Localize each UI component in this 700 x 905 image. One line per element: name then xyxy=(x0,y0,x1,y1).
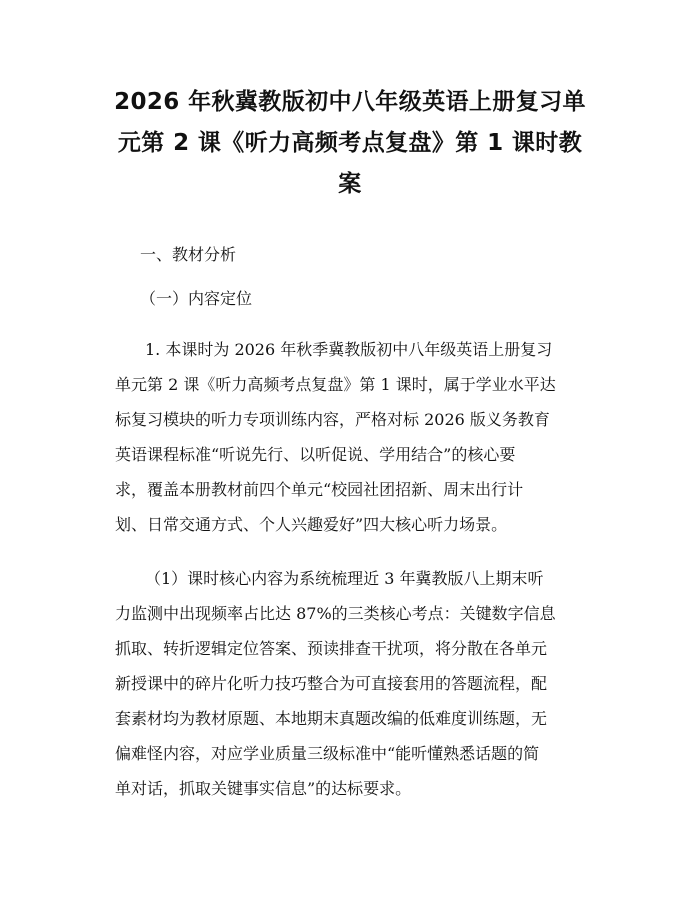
title-line: 2026 年秋冀教版初中八年级英语上册复习单 xyxy=(114,89,586,115)
paragraph-line: 偏难怪内容，对应学业质量三级标准中“能听懂熟悉话题的简 xyxy=(115,744,540,763)
subsection-heading: （一）内容定位 xyxy=(140,289,253,308)
paragraph-1 xyxy=(115,332,610,542)
paragraph-line: 标复习模块的听力专项训练内容，严格对标 2026 版义务教育 xyxy=(115,410,550,429)
paragraph-line: 1. 本课时为 2026 年秋季冀教版初中八年级英语上册复习 xyxy=(145,340,553,359)
paragraph-line: 新授课中的碎片化听力技巧整合为可直接套用的答题流程，配 xyxy=(115,674,548,693)
paragraph-line: （1）课时核心内容为系统梳理近 3 年冀教版八上期末听 xyxy=(145,569,544,588)
paragraph-2 xyxy=(115,561,610,806)
paragraph-line: 划、日常交通方式、个人兴趣爱好”四大核心听力场景。 xyxy=(115,515,508,534)
section-heading: 一、教材分析 xyxy=(140,245,237,264)
document-title xyxy=(95,82,605,205)
paragraph-line: 抓取、转折逻辑定位答案、预读排查干扰项，将分散在各单元 xyxy=(115,639,548,658)
paragraph-line: 单对话，抓取关键事实信息”的达标要求。 xyxy=(115,779,412,798)
paragraph-line: 求，覆盖本册教材前四个单元“校园社团招新、周末出行计 xyxy=(115,480,524,499)
paragraph-line: 套素材均为教材原题、本地期末真题改编的低难度训练题，无 xyxy=(115,709,548,728)
title-line: 案 xyxy=(338,171,362,197)
title-line: 元第 2 课《听力高频考点复盘》第 1 课时教 xyxy=(117,130,583,156)
paragraph-line: 英语课程标准“听说先行、以听促说、学用结合”的核心要 xyxy=(115,445,516,464)
paragraph-line: 单元第 2 课《听力高频考点复盘》第 1 课时，属于学业水平达 xyxy=(115,375,556,394)
paragraph-line: 力监测中出现频率占比达 87%的三类核心考点：关键数字信息 xyxy=(115,604,556,623)
